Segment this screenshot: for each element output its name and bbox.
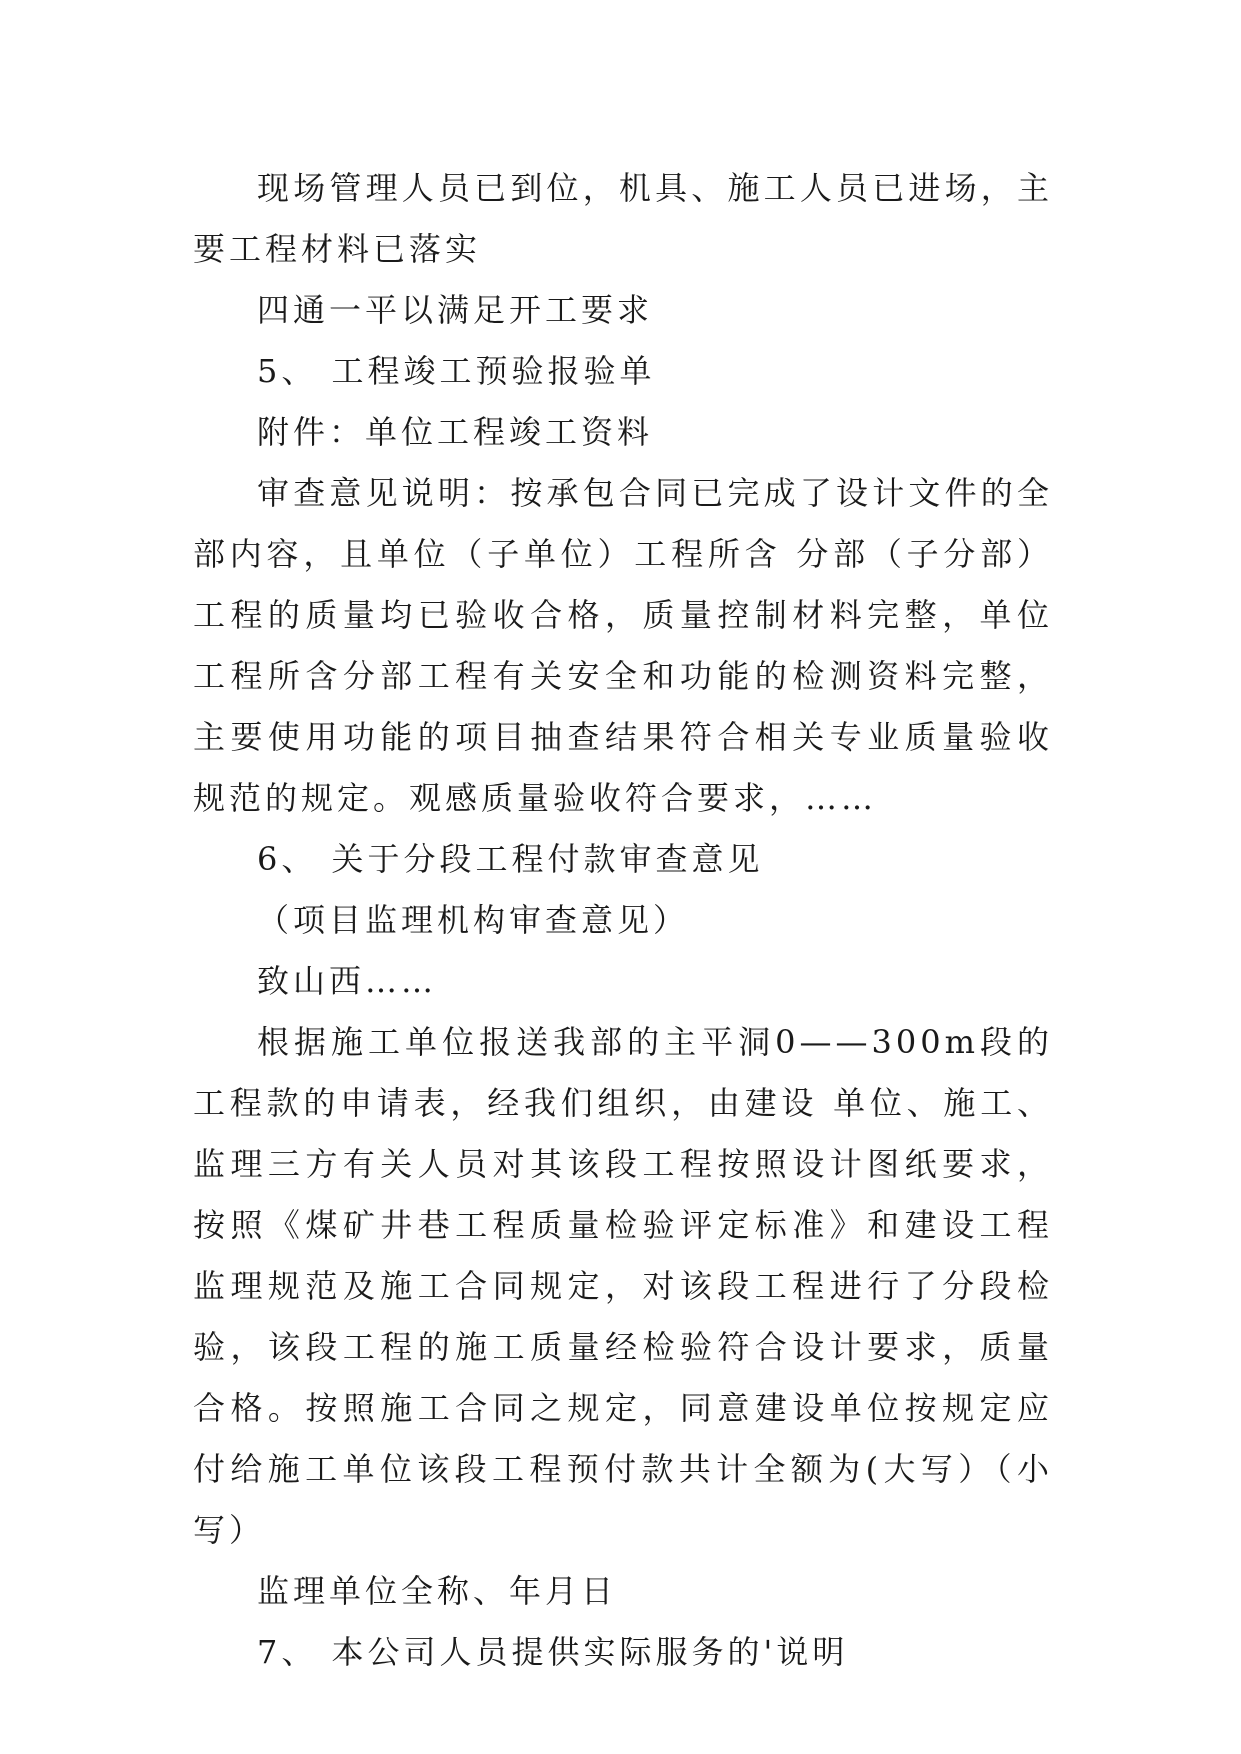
- paragraph-signature-line: 监理单位全称、年月日: [257, 1572, 618, 1610]
- paragraph-attachment: 附件：单位工程竣工资料: [257, 413, 654, 451]
- paragraph-site-requirements: 四通一平以满足开工要求: [257, 291, 654, 329]
- paragraph-staff-ready: 现场管理人员已到位，机具、施工人员已进场，主要工程材料已落实: [193, 169, 1053, 268]
- heading-completion-inspection-form: 5、 工程竣工预验报验单: [257, 352, 656, 390]
- paragraph-payment-review-body: 根据施工单位报送我部的主平洞0——300m段的工程款的申请表，经我们组织，由建设 单位、施工、监理三方有关人员对其该段工程按照设计图纸要求，按照《煤矿井巷工程质量检验评定标准》和建设工程监理规范及施工合同规定，对该段工程进行了分段检验，该段工程的施工质量经检验符合设计要求，质量合格。按照施工合同之规定，同意建设单位按规定应付给施工单位该段工程预付款共计全额为(大写）（小写）: [193, 1023, 1053, 1549]
- heading-service-statement: 7、 本公司人员提供实际服务的'说明: [257, 1633, 849, 1671]
- document-body: [193, 158, 1053, 1683]
- heading-segment-payment-review: 6、 关于分段工程付款审查意见: [257, 840, 764, 878]
- paragraph-review-subtitle: （项目监理机构审查意见）: [257, 901, 690, 939]
- paragraph-review-opinion: 审查意见说明：按承包合同已完成了设计文件的全部内容，且单位（子单位）工程所含 分部（子分部）工程的质量均已验收合格，质量控制材料完整，单位工程所含分部工程有关安全和功能的检测资料完整，主要使用功能的项目抽查结果符合相关专业质量验收规范的规定。观感质量验收符合要求，……: [193, 474, 1053, 817]
- paragraph-addressee: 致山西……: [257, 962, 438, 1000]
